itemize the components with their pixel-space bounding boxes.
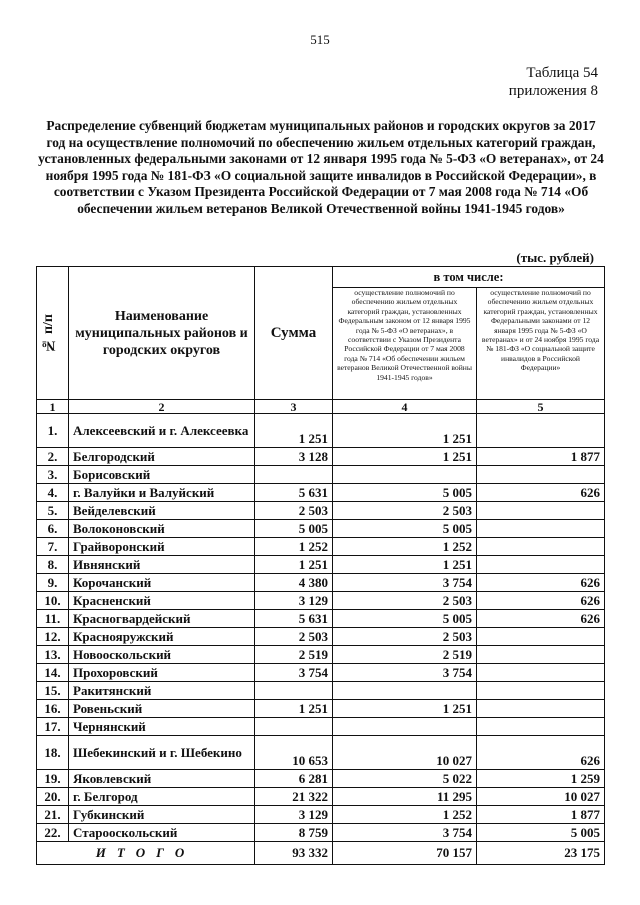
row-number: 6. xyxy=(37,520,69,538)
row-sum: 3 754 xyxy=(255,664,333,682)
row-name: Прохоровский xyxy=(69,664,255,682)
table-ref-line2: приложения 8 xyxy=(508,83,598,99)
row-col4: 1 252 xyxy=(333,538,477,556)
row-col4: 2 519 xyxy=(333,646,477,664)
row-col4: 5 005 xyxy=(333,484,477,502)
row-name: Шебекинский и г. Шебекино xyxy=(69,736,255,770)
row-col5 xyxy=(477,646,605,664)
row-number: 14. xyxy=(37,664,69,682)
row-number: 17. xyxy=(37,718,69,736)
col-including-header: в том числе: xyxy=(333,267,605,288)
row-col4: 1 251 xyxy=(333,448,477,466)
col-no-label: № п/п xyxy=(41,313,56,353)
row-name: Красногвардейский xyxy=(69,610,255,628)
header-row-1 xyxy=(37,267,605,288)
row-col5: 5 005 xyxy=(477,824,605,842)
row-sum: 5 005 xyxy=(255,520,333,538)
table-row xyxy=(37,414,605,448)
row-col5: 626 xyxy=(477,592,605,610)
table-row xyxy=(37,788,605,806)
col-number: 4 xyxy=(333,400,477,414)
row-sum: 21 322 xyxy=(255,788,333,806)
col4-header: осуществление полномочий по обеспечению жильем отдельных категорий граждан, установленных Федеральным законом от 12 января 1995 года № 5-ФЗ «О ветеранах», в соответствии с Указом Президента Российской Федерации от 7 мая 2008 года № 714 «Об обеспечении жильем ветеранов Великой Отечественной войны 1941-1945 годов» xyxy=(333,288,477,400)
row-sum: 3 129 xyxy=(255,592,333,610)
row-sum: 1 252 xyxy=(255,538,333,556)
row-sum: 4 380 xyxy=(255,574,333,592)
col-number: 5 xyxy=(477,400,605,414)
row-col4: 5 022 xyxy=(333,770,477,788)
row-col4: 1 251 xyxy=(333,556,477,574)
row-col5 xyxy=(477,700,605,718)
row-sum: 1 251 xyxy=(255,556,333,574)
table-row xyxy=(37,466,605,484)
row-col5 xyxy=(477,628,605,646)
row-number: 2. xyxy=(37,448,69,466)
table-row xyxy=(37,520,605,538)
row-col5 xyxy=(477,718,605,736)
row-number: 9. xyxy=(37,574,69,592)
col5-header: осуществление полномочий по обеспечению жильем отдельных категорий граждан, установленных Федеральными законами от 12 января 1995 года № 5-ФЗ «О ветеранах» и от 24 ноября 1995 года № 181-ФЗ «О социальной защите инвалидов в Российской Федерации» xyxy=(477,288,605,400)
row-name: Алексеевский и г. Алексеевка xyxy=(69,414,255,448)
row-col5 xyxy=(477,538,605,556)
table-row xyxy=(37,592,605,610)
table-row xyxy=(37,718,605,736)
row-sum xyxy=(255,718,333,736)
row-number: 16. xyxy=(37,700,69,718)
table-row xyxy=(37,628,605,646)
row-name: Борисовский xyxy=(69,466,255,484)
page-number: 515 xyxy=(310,32,330,47)
row-number: 13. xyxy=(37,646,69,664)
row-col5 xyxy=(477,682,605,700)
row-sum: 8 759 xyxy=(255,824,333,842)
row-col5 xyxy=(477,466,605,484)
row-col4 xyxy=(333,682,477,700)
row-name: Ракитянский xyxy=(69,682,255,700)
row-name: Белгородский xyxy=(69,448,255,466)
row-col4: 1 251 xyxy=(333,414,477,448)
table-row xyxy=(37,770,605,788)
row-sum: 5 631 xyxy=(255,610,333,628)
row-col4: 5 005 xyxy=(333,520,477,538)
row-name: Новооскольский xyxy=(69,646,255,664)
row-sum: 2 519 xyxy=(255,646,333,664)
row-number: 1. xyxy=(37,414,69,448)
row-col5: 1 259 xyxy=(477,770,605,788)
row-col5 xyxy=(477,556,605,574)
column-numbers-row xyxy=(37,400,605,414)
row-number: 19. xyxy=(37,770,69,788)
row-number: 12. xyxy=(37,628,69,646)
row-name: Грайворонский xyxy=(69,538,255,556)
col-sum-header: Сумма xyxy=(255,267,333,400)
table-row xyxy=(37,682,605,700)
table-row xyxy=(37,700,605,718)
row-col4: 1 251 xyxy=(333,700,477,718)
row-col5: 626 xyxy=(477,574,605,592)
subsidy-table xyxy=(36,266,605,865)
total-row xyxy=(37,842,605,865)
row-name: Краснояружский xyxy=(69,628,255,646)
row-name: Вейделевский xyxy=(69,502,255,520)
row-name: Ровеньский xyxy=(69,700,255,718)
row-col5: 1 877 xyxy=(477,448,605,466)
row-col4: 1 252 xyxy=(333,806,477,824)
col-number: 3 xyxy=(255,400,333,414)
row-sum xyxy=(255,682,333,700)
total-col4: 70 157 xyxy=(333,842,477,865)
table-row xyxy=(37,448,605,466)
row-col4 xyxy=(333,466,477,484)
row-col5 xyxy=(477,520,605,538)
table-row xyxy=(37,664,605,682)
col-name-header: Наименование муниципальных районов и городских округов xyxy=(69,267,255,400)
table-row xyxy=(37,484,605,502)
table-row xyxy=(37,736,605,770)
col-number: 2 xyxy=(69,400,255,414)
row-name: Губкинский xyxy=(69,806,255,824)
row-sum: 3 128 xyxy=(255,448,333,466)
table-row xyxy=(37,556,605,574)
row-sum xyxy=(255,466,333,484)
row-col5: 1 877 xyxy=(477,806,605,824)
table-reference xyxy=(509,64,598,100)
row-name: Яковлевский xyxy=(69,770,255,788)
row-sum: 5 631 xyxy=(255,484,333,502)
row-col4: 2 503 xyxy=(333,628,477,646)
row-name: Старооскольский xyxy=(69,824,255,842)
row-number: 8. xyxy=(37,556,69,574)
total-col5: 23 175 xyxy=(477,842,605,865)
row-col5: 10 027 xyxy=(477,788,605,806)
row-number: 15. xyxy=(37,682,69,700)
row-col4: 3 754 xyxy=(333,664,477,682)
row-sum: 2 503 xyxy=(255,502,333,520)
row-number: 10. xyxy=(37,592,69,610)
document-heading: Распределение субвенций бюджетам муниципальных районов и городских округов за 2017 год на осуществление полномочий по обеспечению жильем отдельных категорий граждан, установленных федеральными законами от 12 января 1995 года № 5-ФЗ «О ветеранах», от 24 ноября 1995 года № 181-ФЗ «О социальной защите инвалидов в Российской Федерации», в соответствии с Указом Президента Российской Федерации от 7 мая 2008 года № 714 «Об обеспечении жильем ветеранов Великой Отечественной войны 1941-1945 годов» xyxy=(38,118,604,216)
row-sum: 2 503 xyxy=(255,628,333,646)
row-col4: 2 503 xyxy=(333,502,477,520)
row-number: 4. xyxy=(37,484,69,502)
total-label: ИТОГО xyxy=(37,842,255,865)
table-row xyxy=(37,502,605,520)
table-row xyxy=(37,574,605,592)
table-row xyxy=(37,824,605,842)
row-col5: 626 xyxy=(477,736,605,770)
row-name: Корочанский xyxy=(69,574,255,592)
row-number: 21. xyxy=(37,806,69,824)
table-row xyxy=(37,646,605,664)
table-body xyxy=(37,414,605,842)
row-col4: 5 005 xyxy=(333,610,477,628)
table-row xyxy=(37,538,605,556)
row-name: г. Белгород xyxy=(69,788,255,806)
row-col4: 11 295 xyxy=(333,788,477,806)
row-col5: 626 xyxy=(477,610,605,628)
row-col4 xyxy=(333,718,477,736)
row-number: 18. xyxy=(37,736,69,770)
table-ref-line1: Таблица 54 xyxy=(526,65,598,81)
row-col5 xyxy=(477,414,605,448)
row-sum: 3 129 xyxy=(255,806,333,824)
col-no-header xyxy=(37,267,69,400)
row-col4: 2 503 xyxy=(333,592,477,610)
col-number: 1 xyxy=(37,400,69,414)
total-sum: 93 332 xyxy=(255,842,333,865)
row-name: Чернянский xyxy=(69,718,255,736)
row-col5 xyxy=(477,664,605,682)
row-col4: 3 754 xyxy=(333,824,477,842)
units-label: (тыс. рублей) xyxy=(516,250,594,265)
table-row xyxy=(37,610,605,628)
row-name: Волоконовский xyxy=(69,520,255,538)
row-number: 7. xyxy=(37,538,69,556)
row-sum: 1 251 xyxy=(255,414,333,448)
row-name: Ивнянский xyxy=(69,556,255,574)
row-number: 20. xyxy=(37,788,69,806)
row-col4: 3 754 xyxy=(333,574,477,592)
row-sum: 1 251 xyxy=(255,700,333,718)
row-name: Красненский xyxy=(69,592,255,610)
row-sum: 10 653 xyxy=(255,736,333,770)
row-sum: 6 281 xyxy=(255,770,333,788)
row-number: 5. xyxy=(37,502,69,520)
table-row xyxy=(37,806,605,824)
row-name: г. Валуйки и Валуйский xyxy=(69,484,255,502)
row-number: 22. xyxy=(37,824,69,842)
row-col5 xyxy=(477,502,605,520)
row-number: 11. xyxy=(37,610,69,628)
row-col5: 626 xyxy=(477,484,605,502)
row-number: 3. xyxy=(37,466,69,484)
row-col4: 10 027 xyxy=(333,736,477,770)
